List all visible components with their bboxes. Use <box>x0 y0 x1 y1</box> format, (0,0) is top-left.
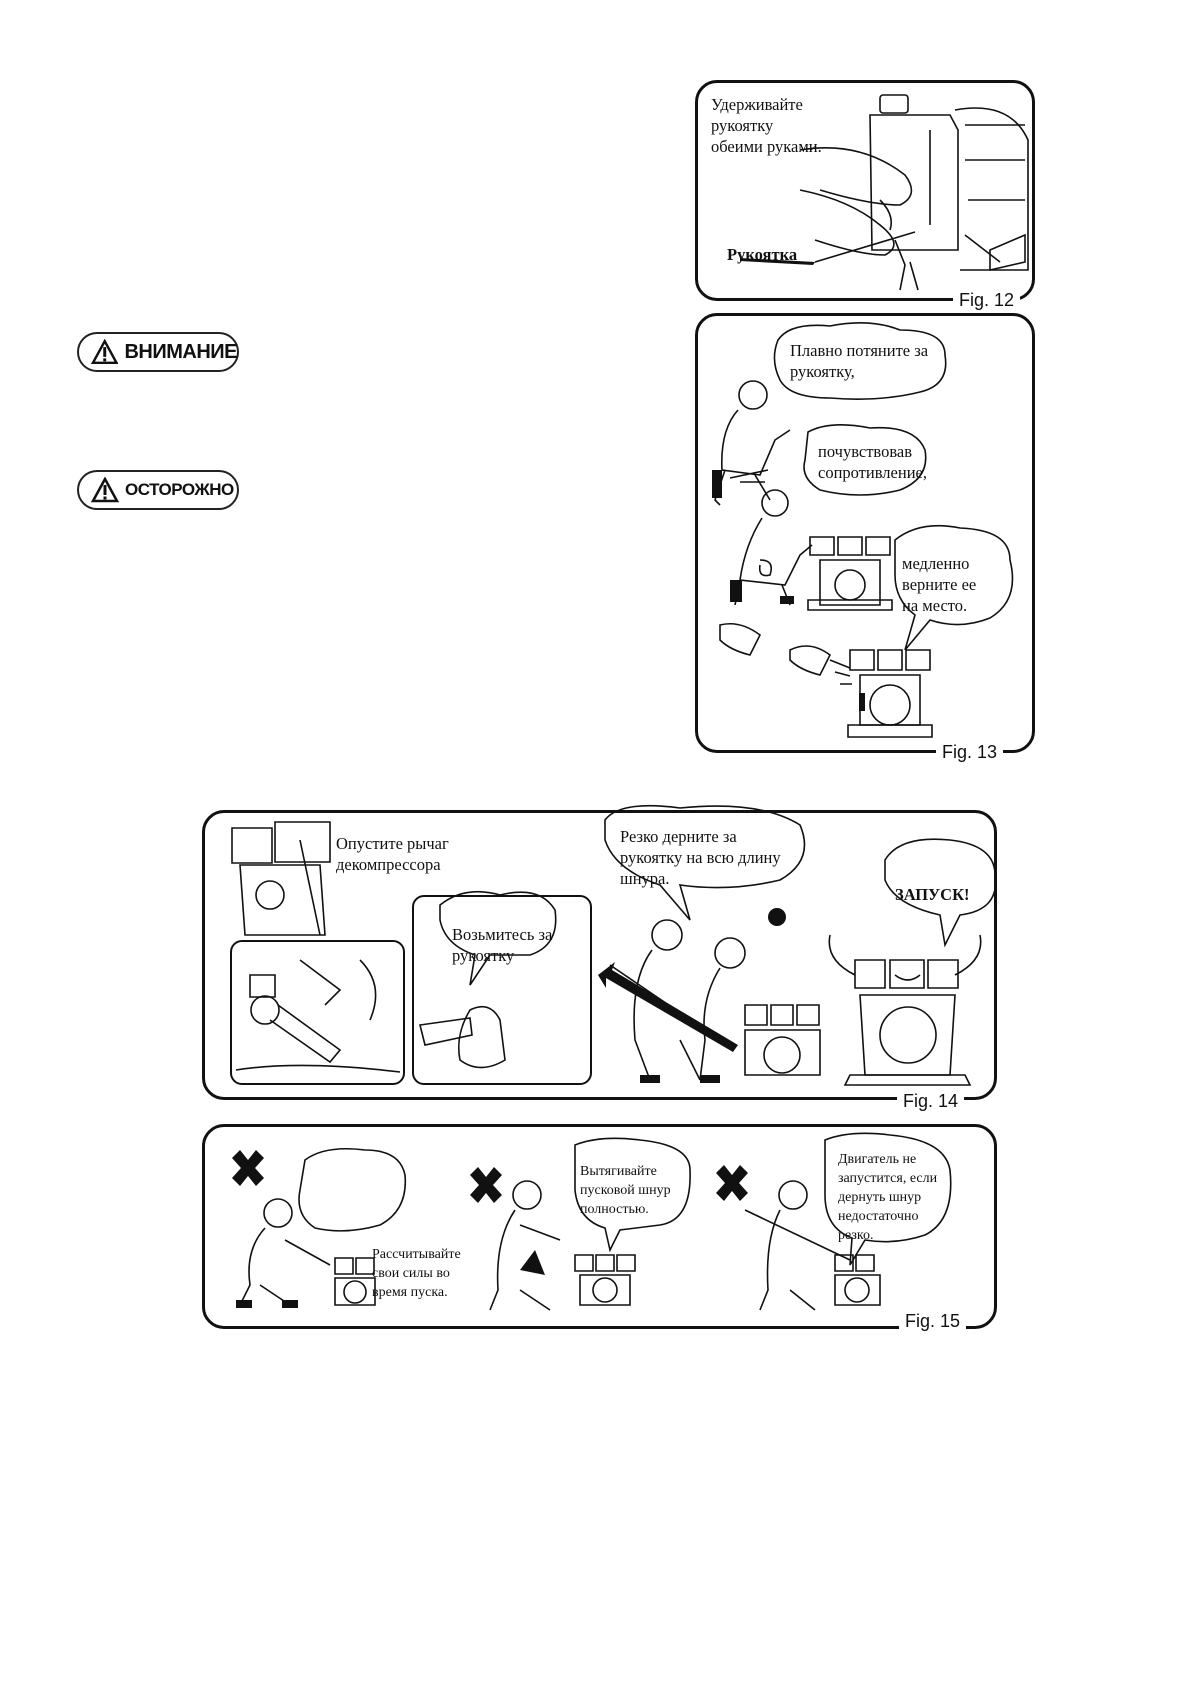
fig12-handle-label: Рукоятка <box>727 245 798 264</box>
fig12-hold-text: Удерживайте рукоятку обеими руками. <box>711 95 822 156</box>
fig15-full-pull-text: Вытягивайте пусковой шнур полностью. <box>580 1164 671 1217</box>
fig14-jerk-text: Резко дерните за рукоятку на всю длину шнура. <box>620 827 781 888</box>
fig15-force-text: Рассчитывайте свои силы во время пуска. <box>372 1247 461 1300</box>
fig13-resist-text: почувствовав сопротивление, <box>818 442 927 482</box>
fig14-start-text: ЗАПУСК! <box>895 885 970 904</box>
fig13-return-text: медленно верните ее на место. <box>902 554 977 615</box>
fig12-label: Fig. 12 <box>953 290 1020 310</box>
fig13-label: Fig. 13 <box>936 742 1003 762</box>
fig13-pull-text: Плавно потяните за рукоятку, <box>790 341 929 381</box>
fig15-weak-text: Двигатель не запустится, если дернуть шнур недостаточно резко. <box>838 1152 938 1243</box>
fig14-lever-text: Опустите рычаг декомпрессора <box>336 834 449 874</box>
fig14-label: Fig. 14 <box>897 1091 964 1111</box>
fig15-label: Fig. 15 <box>899 1311 966 1331</box>
caution-label: ОСТОРОЖНО <box>125 480 234 499</box>
warning-label: ВНИМАНИЕ <box>124 340 237 363</box>
fig14-grab-text: Возьмитесь за рукоятку <box>452 925 553 965</box>
